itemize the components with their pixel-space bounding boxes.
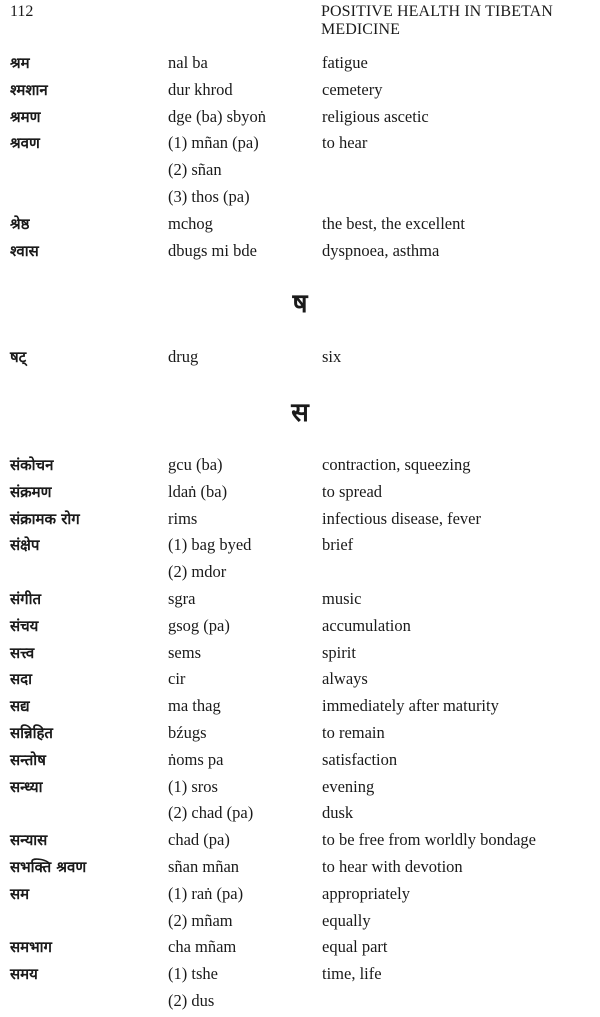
sanskrit-term: संक्रामक रोग xyxy=(10,509,80,528)
tibetan-term: (2) mñam xyxy=(168,910,233,930)
english-meaning: cemetery xyxy=(322,79,383,99)
section-heading-ssa: ष xyxy=(292,289,308,319)
tibetan-term: (1) mñan (pa) xyxy=(168,133,259,153)
glossary-entry xyxy=(0,452,600,479)
glossary-entry xyxy=(0,613,600,640)
sanskrit-term: सन्निहित xyxy=(10,723,53,742)
glossary-entry xyxy=(0,720,600,747)
glossary-entry xyxy=(0,344,600,371)
tibetan-term: ldaṅ (ba) xyxy=(168,481,228,501)
tibetan-term: (2) dus xyxy=(168,990,215,1010)
tibetan-term: ṅoms pa xyxy=(168,749,224,769)
glossary-entry-continuation xyxy=(0,800,600,827)
sanskrit-term: संचय xyxy=(10,616,39,635)
english-meaning: infectious disease, fever xyxy=(322,508,481,528)
tibetan-term: gcu (ba) xyxy=(168,455,223,474)
tibetan-term: ma thag xyxy=(168,696,221,716)
glossary-entry xyxy=(0,881,600,908)
tibetan-term: drug xyxy=(168,347,199,366)
glossary-entry xyxy=(0,934,600,961)
sanskrit-term: सत्त्व xyxy=(10,643,35,662)
sanskrit-term: संक्रमण xyxy=(10,482,52,501)
glossary-entry xyxy=(0,774,600,801)
glossary-entry xyxy=(0,640,600,667)
glossary-entry-continuation xyxy=(0,988,600,1015)
english-meaning: dyspnoea, asthma xyxy=(322,240,440,260)
sanskrit-term: सन्तोष xyxy=(10,750,46,769)
tibetan-term: dge (ba) sbyoṅ xyxy=(168,106,267,126)
sanskrit-term: समय xyxy=(10,965,38,984)
page-number: 112 xyxy=(10,3,34,20)
english-meaning: equal part xyxy=(322,937,388,957)
glossary-entry-continuation xyxy=(0,157,600,184)
glossary-entry xyxy=(0,211,600,238)
section-heading-sa: स xyxy=(291,398,309,428)
tibetan-term: (2) mdor xyxy=(168,562,227,582)
tibetan-term: rims xyxy=(168,508,198,528)
english-meaning: evening xyxy=(322,776,375,796)
english-meaning: accumulation xyxy=(322,615,411,635)
english-meaning: six xyxy=(322,347,342,366)
tibetan-term: dbugs mi bde xyxy=(168,240,257,260)
glossary-block-ssa xyxy=(0,344,600,371)
english-meaning: fatigue xyxy=(322,53,368,72)
tibetan-term: sems xyxy=(168,642,201,662)
sanskrit-term: संगीत xyxy=(10,589,42,608)
tibetan-term: (1) raṅ (pa) xyxy=(168,883,244,903)
glossary-entry-continuation xyxy=(0,184,600,211)
english-meaning: appropriately xyxy=(322,883,410,903)
glossary-entry-continuation xyxy=(0,908,600,935)
tibetan-term: (1) bag byed xyxy=(168,535,252,555)
sanskrit-term: श्वास xyxy=(10,241,39,260)
glossary-block-sa xyxy=(0,452,600,1015)
tibetan-term: (1) tshe xyxy=(168,964,218,984)
glossary-entry xyxy=(0,854,600,881)
glossary-entry xyxy=(0,238,600,265)
english-meaning: always xyxy=(322,669,368,689)
glossary-entry xyxy=(0,130,600,157)
tibetan-term: chad (pa) xyxy=(168,830,230,850)
english-meaning: to hear with devotion xyxy=(322,856,463,876)
english-meaning: to be free from worldly bondage xyxy=(322,830,536,850)
sanskrit-term: सदा xyxy=(10,670,32,689)
tibetan-term: (3) thos (pa) xyxy=(168,186,250,206)
sanskrit-term: सभक्ति श्रवण xyxy=(10,857,87,876)
glossary-entry xyxy=(0,586,600,613)
glossary-entry xyxy=(0,961,600,988)
sanskrit-term: श्रम xyxy=(10,54,30,72)
english-meaning: the best, the excellent xyxy=(322,213,465,233)
english-meaning: satisfaction xyxy=(322,749,398,769)
sanskrit-term: षट् xyxy=(10,348,27,366)
sanskrit-term: सन्यास xyxy=(10,831,48,850)
tibetan-term: sgra xyxy=(168,588,196,608)
sanskrit-term: श्रेष्ठ xyxy=(10,214,30,233)
glossary-entry xyxy=(0,747,600,774)
sanskrit-term: सम xyxy=(10,884,30,903)
english-meaning: dusk xyxy=(322,803,354,823)
english-meaning: to remain xyxy=(322,722,385,742)
tibetan-term: nal ba xyxy=(168,53,208,72)
glossary-entry xyxy=(0,506,600,533)
english-meaning: music xyxy=(322,588,362,608)
english-meaning: religious ascetic xyxy=(322,106,429,126)
tibetan-term: dur khrod xyxy=(168,79,233,99)
tibetan-term: cir xyxy=(168,669,186,689)
sanskrit-term: संकोचन xyxy=(10,456,54,474)
glossary-entry xyxy=(0,479,600,506)
tibetan-term: cha mñam xyxy=(168,937,237,957)
glossary-entry xyxy=(0,693,600,720)
sanskrit-term: सद्य xyxy=(10,697,30,716)
glossary-block-sha xyxy=(0,50,600,264)
english-meaning: spirit xyxy=(322,642,356,662)
glossary-entry xyxy=(0,666,600,693)
english-meaning: brief xyxy=(322,535,354,555)
sanskrit-term: समभाग xyxy=(10,938,52,957)
english-meaning: time, life xyxy=(322,964,382,984)
tibetan-term: gsog (pa) xyxy=(168,615,230,635)
tibetan-term: (1) sros xyxy=(168,776,218,796)
glossary-entry-continuation xyxy=(0,559,600,586)
tibetan-term: (2) sñan xyxy=(168,160,222,180)
english-meaning: immediately after maturity xyxy=(322,696,499,716)
tibetan-term: bźugs xyxy=(168,722,207,742)
english-meaning: equally xyxy=(322,910,371,930)
glossary-entry xyxy=(0,827,600,854)
running-title: POSITIVE HEALTH IN TIBETAN MEDICINE xyxy=(321,3,553,38)
sanskrit-term: सन्ध्या xyxy=(10,777,43,796)
glossary-entry xyxy=(0,77,600,104)
sanskrit-term: संक्षेप xyxy=(10,536,40,555)
english-meaning: to hear xyxy=(322,133,368,153)
english-meaning: contraction, squeezing xyxy=(322,455,471,474)
running-header xyxy=(0,3,600,38)
sanskrit-term: श्रमण xyxy=(10,107,41,126)
glossary-entry xyxy=(0,50,600,77)
english-meaning: to spread xyxy=(322,481,383,501)
tibetan-term: (2) chad (pa) xyxy=(168,803,254,823)
glossary-entry xyxy=(0,104,600,131)
tibetan-term: sñan mñan xyxy=(168,856,240,876)
sanskrit-term: श्मशान xyxy=(10,80,48,99)
glossary-entry xyxy=(0,532,600,559)
sanskrit-term: श्रवण xyxy=(10,134,40,153)
tibetan-term: mchog xyxy=(168,213,213,233)
